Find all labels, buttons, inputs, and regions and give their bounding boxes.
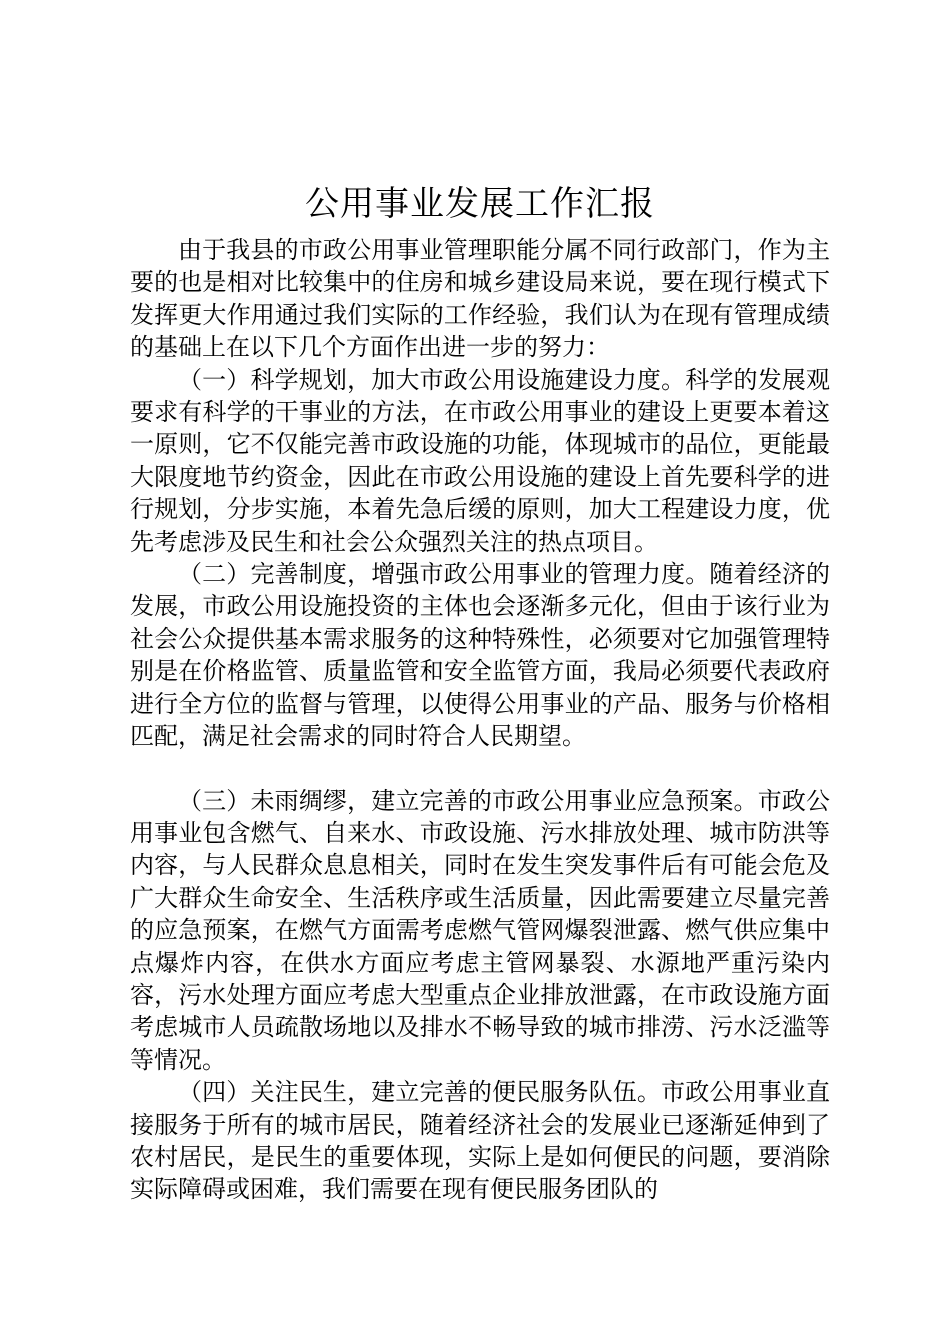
paragraph-section-3: （三）未雨绸缪，建立完善的市政公用事业应急预案。市政公用事业包含燃气、自来水、市政设施、污水排放处理、城市防洪等内容，与人民群众息息相关，同时在发生突发事件后有可能会危及广大群众生命安全、生活秩序或生活质量，因此需要建立尽量完善的应急预案，在燃气方面需考虑燃气管网爆裂泄露、燃气供应集中点爆炸内容，在供水方面应考虑主管网暴裂、水源地严重污染内容，污水处理方面应考虑大型重点企业排放泄露，在市政设施方面考虑城市人员疏散场地以及排水不畅导致的城市排涝、污水泛滥等等情况。	[130, 786, 830, 1074]
paragraph-section-1: （一）科学规划，加大市政公用设施建设力度。科学的发展观要求有科学的干事业的方法，在市政公用事业的建设上更要本着这一原则，它不仅能完善市政设施的功能，体现城市的品位，更能最大限度地节约资金，因此在市政公用设施的建设上首先要科学的进行规划，分步实施，本着先急后缓的原则，加大工程建设力度，优先考虑涉及民生和社会公众强烈关注的热点项目。	[130, 365, 830, 556]
document-title: 公用事业发展工作汇报	[305, 184, 655, 224]
paragraph-section-2: （二）完善制度，增强市政公用事业的管理力度。随着经济的发展，市政公用设施投资的主体也会逐渐多元化，但由于该行业为社会公众提供基本需求服务的这种特殊性，必须要对它加强管理特别是在价格监管、质量监管和安全监管方面，我局必须要代表政府进行全方位的监督与管理，以使得公用事业的产品、服务与价格相匹配，满足社会需求的同时符合人民期望。	[130, 560, 830, 751]
document-body	[130, 234, 830, 1206]
paragraph-section-4: （四）关注民生，建立完善的便民服务队伍。市政公用事业直接服务于所有的城市居民，随着经济社会的发展业已逐渐延伸到了农村居民，是民生的重要体现，实际上是如何便民的问题，要消除实际障碍或困难，我们需要在现有便民服务团队的	[130, 1078, 830, 1204]
paragraph-intro: 由于我县的市政公用事业管理职能分属不同行政部门，作为主要的也是相对比较集中的住房和城乡建设局来说，要在现行模式下发挥更大作用通过我们实际的工作经验，我们认为在现有管理成绩的基础上在以下几个方面作出进一步的努力：	[130, 236, 830, 362]
